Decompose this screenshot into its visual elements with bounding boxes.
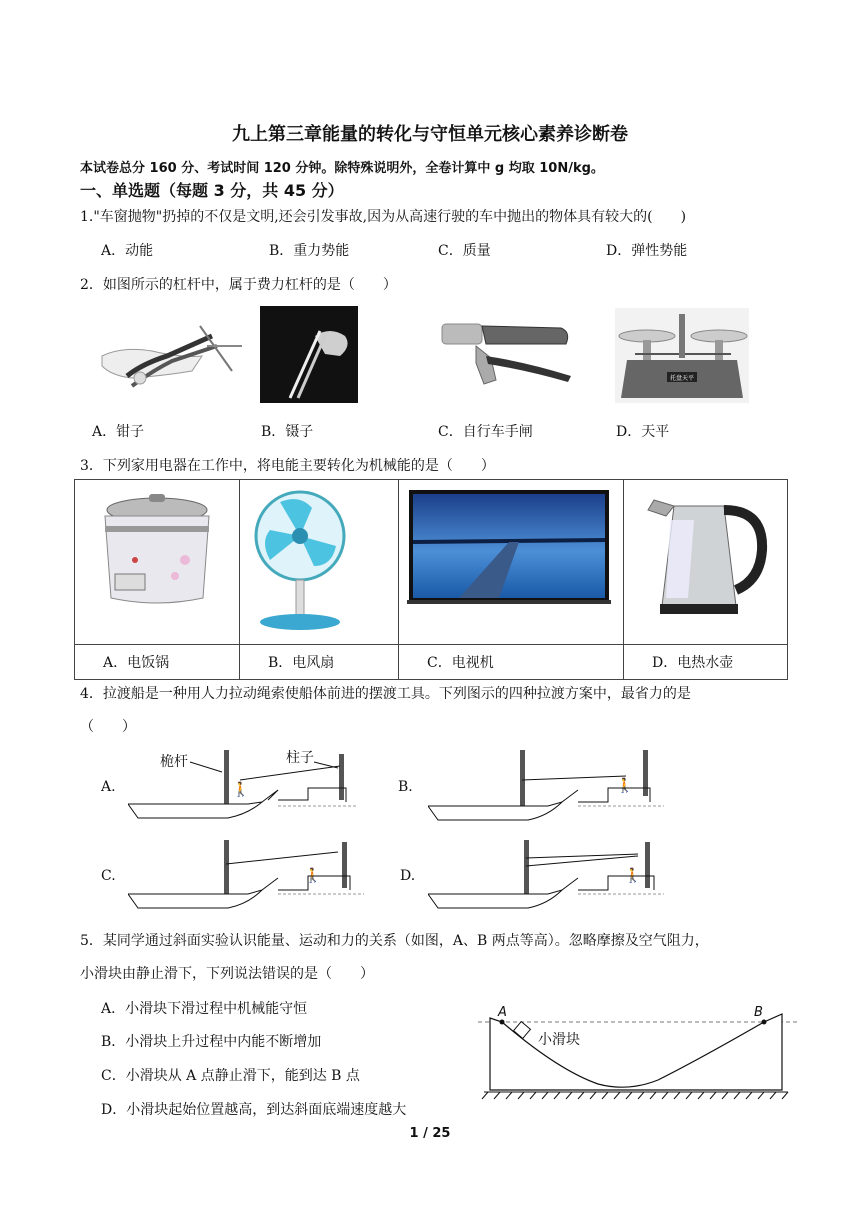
block-label: 小滑块 [538,1032,580,1048]
q2-option-c: C．自行车手闸 [438,424,533,440]
appliance-table [74,479,788,680]
page-number: 1 / 25 [409,1126,451,1141]
tweezers-image [260,306,358,403]
kettle-image [624,480,787,640]
svg-text:🚶: 🚶 [304,868,322,884]
q3-option-b: B．电风扇 [268,655,335,671]
bike-brake-image [436,318,576,388]
exam-note: 本试卷总分 160 分、考试时间 120 分钟。除特殊说明外，全卷计算中 g 均取 10N/kg。 [80,161,604,176]
q2-option-d: D．天平 [616,424,670,440]
q5-stem-line1: 5．某同学通过斜面实验认识能量、运动和力的关系（如图，A、B 两点等高）。忽略摩擦及空气阻力， [80,933,709,949]
q5-option-d: D．小滑块起始位置越高，到达斜面底端速度越大 [101,1102,407,1118]
q2-stem: 2．如图所示的杠杆中，属于费力杠杆的是（ ） [80,277,397,293]
ferry-diagram-d [428,836,668,914]
point-b-label: B [754,1005,763,1020]
q5-option-c: C．小滑块从 A 点静止滑下，能到达 B 点 [101,1068,360,1084]
q1-option-b: B．重力势能 [269,243,350,259]
section-heading: 一、单选题（每题 3 分，共 45 分） [80,181,344,200]
q5-option-a: A．小滑块下滑过程中机械能守恒 [101,1001,308,1017]
balance-scale-image [615,308,749,403]
ferry-diagram-a [128,742,368,824]
pliers-image [92,316,242,396]
q1-option-d: D．弹性势能 [606,243,688,259]
q4-option-a: A. [101,779,116,795]
electric-fan-cell [240,480,399,645]
label-post: 柱子 [286,750,314,766]
ferry-diagram-c [128,836,368,914]
scale-label: 托盘天平 [669,375,695,382]
q4-stem-line1: 4．拉渡船是一种用人力拉动绳索使船体前进的摆渡工具。下列图示的四种拉渡方案中，最省力的是 [80,686,691,702]
point-a-label: A [498,1005,507,1020]
exam-title: 九上第三章能量的转化与守恒单元核心素养诊断卷 [232,124,628,145]
ferry-diagram-b [428,746,668,824]
kettle-cell [624,480,788,645]
rice-cooker-cell [75,480,240,645]
rice-cooker-image [75,480,239,640]
q2-option-b: B．镊子 [261,424,314,440]
q4-option-b: B. [398,779,413,795]
rice-cooker-label-cell [75,645,240,680]
q1-stem: 1."车窗抛物"扔掉的不仅是文明,还会引发事故,因为从高速行驶的车中抛出的物体具有较大的( ) [80,209,687,225]
q4-stem-line2: （ ） [80,719,136,735]
q1-option-a: A．动能 [101,243,154,259]
svg-text:🚶: 🚶 [624,868,642,884]
electric-fan-image [240,480,398,640]
tv-image [399,480,623,640]
q5-option-b: B．小滑块上升过程中内能不断增加 [101,1034,322,1050]
svg-text:🚶: 🚶 [616,778,634,794]
q2-option-a: A．钳子 [92,424,145,440]
q1-option-c: C．质量 [438,243,491,259]
q3-option-c: C．电视机 [427,655,494,671]
kettle-label-cell [624,645,788,680]
incline-diagram [478,1000,800,1102]
q5-stem-line2: 小滑块由静止滑下，下列说法错误的是（ ） [80,966,374,982]
q4-option-c: C. [101,868,116,884]
tv-label-cell [399,645,624,680]
fan-label-cell [240,645,399,680]
q3-option-d: D．电热水壶 [652,655,734,671]
q3-option-a: A．电饭锅 [103,655,170,671]
q3-stem: 3．下列家用电器在工作中，将电能主要转化为机械能的是（ ） [80,458,495,474]
svg-text:🚶: 🚶 [232,782,250,798]
label-pole: 桅杆 [160,754,188,770]
q4-option-d: D. [400,868,416,884]
tv-cell [399,480,624,645]
